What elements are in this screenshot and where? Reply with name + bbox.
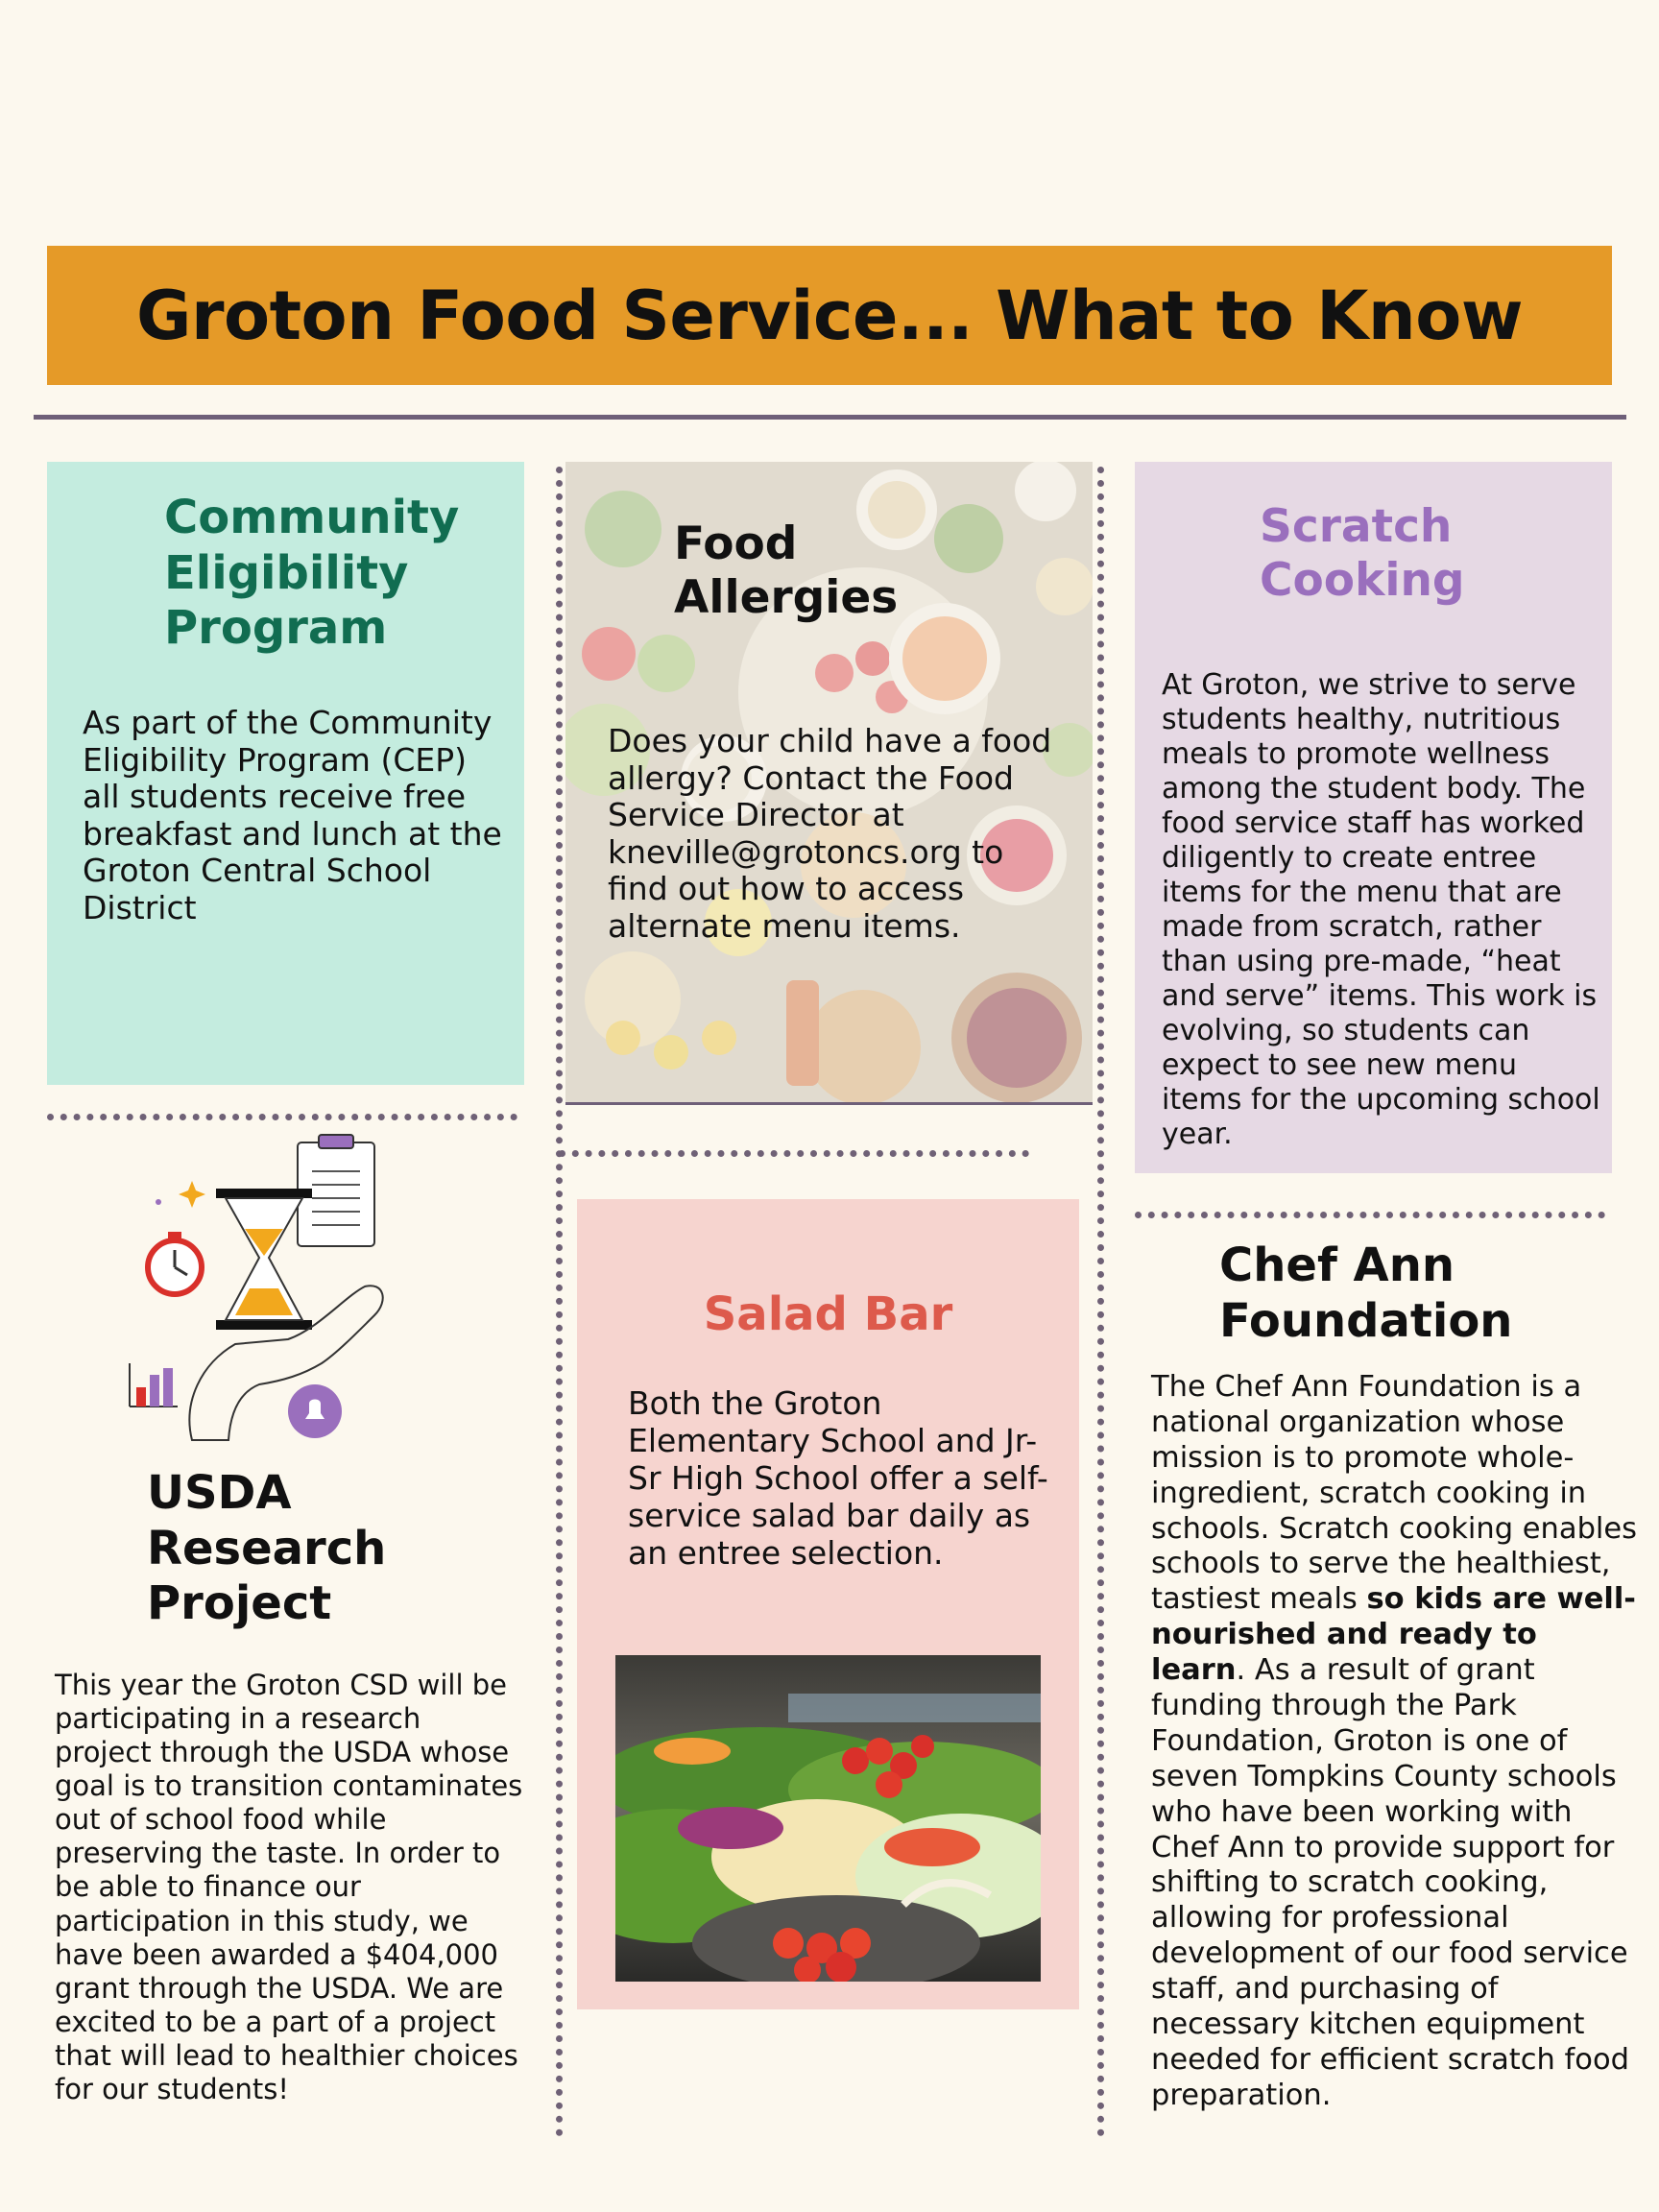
scratch-cooking-panel — [1135, 462, 1612, 1173]
chef-ann-body — [1151, 1370, 1641, 2114]
usda-heading — [147, 1466, 386, 1632]
heading-line: Program — [164, 601, 388, 656]
heading-line: Chef Ann — [1219, 1238, 1455, 1292]
community-heading — [164, 491, 459, 657]
community-eligibility-panel — [47, 462, 524, 1085]
allergies-bottom-rule — [565, 1102, 1093, 1105]
salad-heading: Salad Bar — [703, 1287, 953, 1341]
scratch-heading — [1260, 500, 1465, 609]
header-divider — [34, 415, 1626, 420]
column-divider-left — [556, 467, 563, 2137]
heading-line: Allergies — [674, 571, 899, 625]
chef-body-part: The Chef Ann Foundation is a national organization whose mission is to promote whole-ingredient, scratch cooking in schools. Scratch cooking enables schools to serve the healthiest, tastiest meals — [1151, 1370, 1638, 1617]
heading-line: Eligibility — [164, 545, 409, 600]
section-divider-right — [1135, 1212, 1605, 1218]
heading-line: Research — [147, 1521, 387, 1575]
allergies-heading — [674, 517, 898, 626]
column-divider-right — [1097, 467, 1104, 2137]
page-title: Groton Food Service... What to Know — [136, 276, 1523, 355]
heading-line: USDA — [147, 1466, 292, 1520]
heading-line: Scratch — [1260, 500, 1453, 553]
title-banner — [47, 246, 1612, 385]
heading-line: Cooking — [1260, 554, 1465, 608]
section-divider-left — [47, 1114, 517, 1120]
chef-body-part: . As a result of grant funding through the Park Foundation, Groton is one of seven Tompkins County schools who have been working with Chef Ann to provide support for shifting to scratch cooking, allowing for professional development of our food service staff, and purchasing of necessary kitchen equipment needed for efficient scratch food preparation. — [1151, 1653, 1629, 2112]
section-divider-middle — [559, 1150, 1029, 1157]
hourglass-hand-illustration — [115, 1123, 403, 1450]
heading-line: Project — [147, 1576, 332, 1631]
community-body: As part of the Community Eligibility Program (CEP) all students receive free breakfast and lunch at the Groton Central School District — [83, 704, 502, 927]
food-allergies-panel — [565, 462, 1093, 1105]
heading-line: Foundation — [1219, 1293, 1513, 1348]
heading-line: Community — [164, 491, 460, 544]
allergies-body: Does your child have a food allergy? Contact the Food Service Director at kneville@grotoncs.org to find out how to access alternate menu items. — [608, 722, 1052, 946]
salad-bar-panel — [577, 1199, 1079, 2009]
chef-ann-heading — [1219, 1238, 1512, 1349]
scratch-body: At Groton, we strive to serve students healthy, nutritious meals to promote wellness among the student body. The food service staff has worked diligently to create entree items for the menu that are made from scratch, rather than using pre-made, “heat and serve” items. This work is evolving, so students can expect to see new menu items for the upcoming school year. — [1162, 668, 1600, 1151]
usda-body: This year the Groton CSD will be participating in a research project through the USDA whose goal is to transition contaminates out of school food while preserving the taste. In order to be able to finance our participation in this study, we have been awarded a $404,000 grant through the USDA. We are excited to be a part of a project that will lead to healthier choices for our students! — [55, 1669, 523, 2105]
heading-line: Food — [674, 517, 798, 570]
salad-body: Both the Groton Elementary School and Jr-Sr High School offer a self-service salad bar daily as an entree selection. — [628, 1384, 1048, 1572]
chef-body-emphasis: so kids are well-nourished and ready to learn — [1151, 1582, 1636, 1688]
salad-bar-photo — [615, 1655, 1041, 1982]
